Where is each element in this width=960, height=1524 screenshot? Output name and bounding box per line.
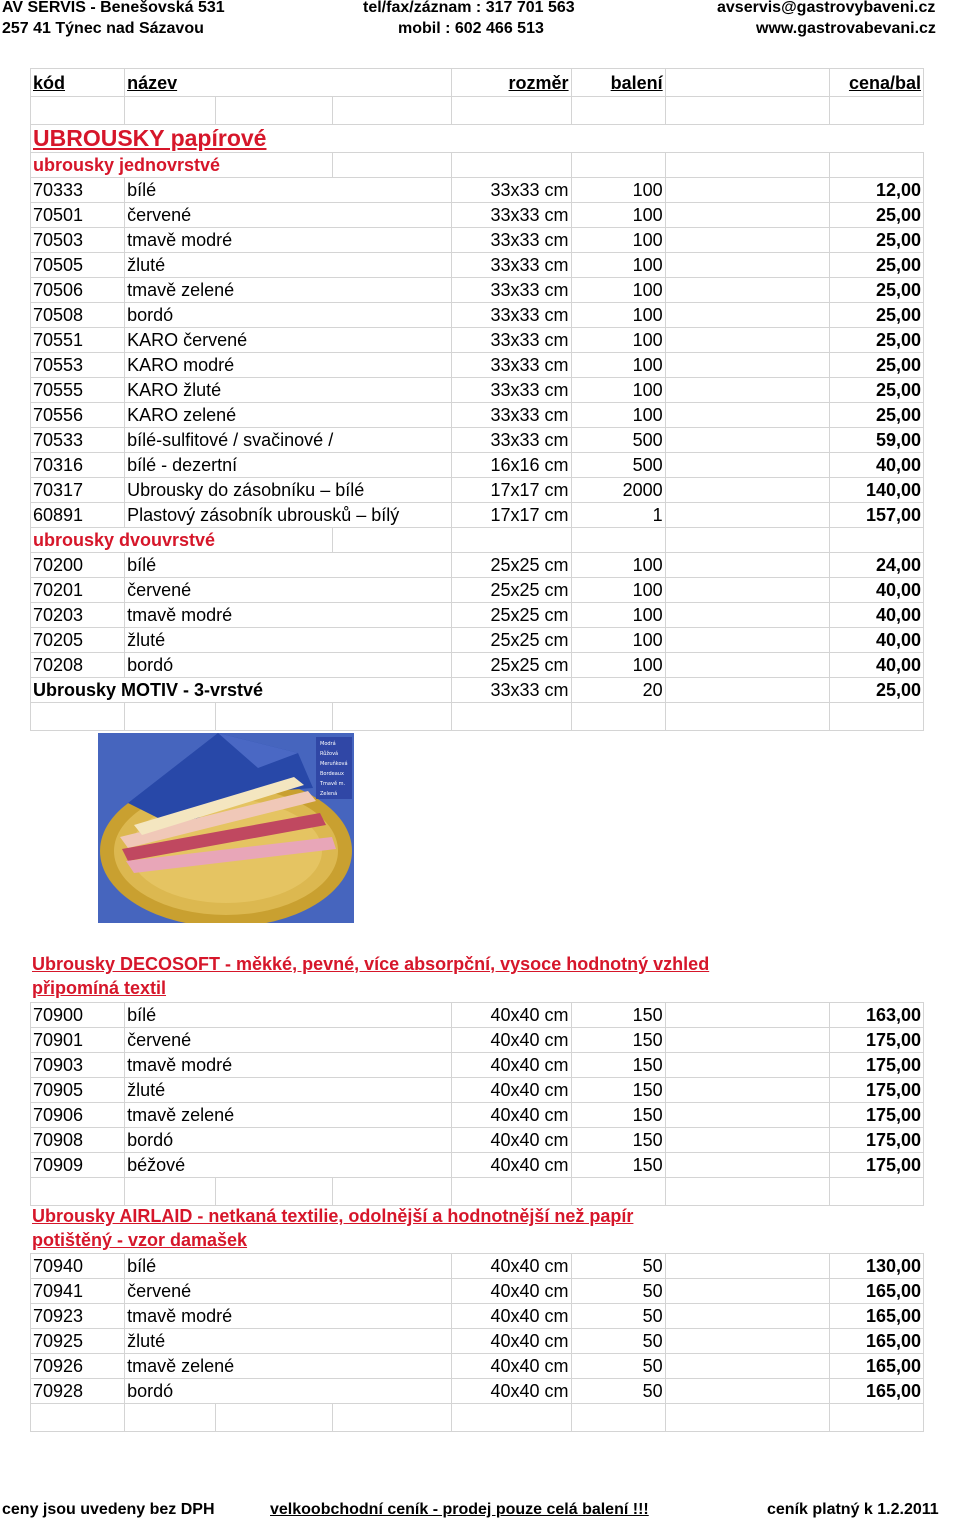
product-size: 33x33 cm xyxy=(452,328,571,353)
product-code: 70503 xyxy=(31,228,125,253)
product-price: 175,00 xyxy=(829,1103,923,1128)
product-price: 25,00 xyxy=(829,353,923,378)
product-size: 25x25 cm xyxy=(452,628,571,653)
product-price: 25,00 xyxy=(829,228,923,253)
product-name: tmavě zelené xyxy=(125,278,452,303)
product-size: 33x33 cm xyxy=(452,378,571,403)
product-size: 33x33 cm xyxy=(452,678,571,703)
product-size: 33x33 cm xyxy=(452,278,571,303)
column-header-row xyxy=(31,69,924,97)
product-code: 70333 xyxy=(31,178,125,203)
table-row xyxy=(31,353,924,378)
product-size: 33x33 cm xyxy=(452,428,571,453)
product-code: 70501 xyxy=(31,203,125,228)
product-pack: 50 xyxy=(571,1254,665,1279)
product-pack: 50 xyxy=(571,1279,665,1304)
product-pack: 100 xyxy=(571,303,665,328)
product-pack: 100 xyxy=(571,328,665,353)
product-price: 40,00 xyxy=(829,628,923,653)
product-pack: 150 xyxy=(571,1153,665,1178)
product-price: 175,00 xyxy=(829,1128,923,1153)
product-name: tmavě modré xyxy=(125,1053,452,1078)
product-pack: 50 xyxy=(571,1354,665,1379)
table-row xyxy=(31,1304,924,1329)
table-row xyxy=(31,1128,924,1153)
photo-legend-item: Meruňková xyxy=(320,761,348,767)
product-code: 70208 xyxy=(31,653,125,678)
product-price: 25,00 xyxy=(829,253,923,278)
decosoft-title-line1: Ubrousky DECOSOFT - měkké, pevné, více absorpční, vysoce hodnotný vzhled xyxy=(32,954,710,974)
product-price: 165,00 xyxy=(829,1354,923,1379)
product-size: 33x33 cm xyxy=(452,253,571,278)
product-name: KARO žluté xyxy=(125,378,452,403)
product-price: 25,00 xyxy=(829,203,923,228)
product-name: červené xyxy=(125,578,452,603)
decosoft-title-line2: připomíná textil xyxy=(32,978,167,998)
product-code: 70316 xyxy=(31,453,125,478)
product-size: 40x40 cm xyxy=(452,1028,571,1053)
table-row xyxy=(31,1078,924,1103)
table-row xyxy=(31,228,924,253)
product-code: 70201 xyxy=(31,578,125,603)
product-size: 25x25 cm xyxy=(452,578,571,603)
product-size: 40x40 cm xyxy=(452,1304,571,1329)
product-name: žluté xyxy=(125,1078,452,1103)
product-code: 70556 xyxy=(31,403,125,428)
table-row xyxy=(31,478,924,503)
product-price: 165,00 xyxy=(829,1379,923,1404)
table-row xyxy=(31,503,924,528)
product-name: bílé-sulfitové / svačinové / xyxy=(125,428,452,453)
subsection-single-ply: ubrousky jednovrstvé xyxy=(33,155,221,175)
col-size-header: rozměr xyxy=(452,69,571,97)
product-pack: 100 xyxy=(571,403,665,428)
price-table-top xyxy=(30,68,924,731)
product-price: 12,00 xyxy=(829,178,923,203)
product-pack: 100 xyxy=(571,603,665,628)
section-title-decosoft xyxy=(32,952,709,1000)
product-name: bordó xyxy=(125,1128,452,1153)
product-name: červené xyxy=(125,1279,452,1304)
section-title-row xyxy=(31,125,924,153)
table-row xyxy=(31,1153,924,1178)
product-size: 33x33 cm xyxy=(452,303,571,328)
product-name: žluté xyxy=(125,628,452,653)
table-row xyxy=(31,653,924,678)
product-price: 59,00 xyxy=(829,428,923,453)
table-row xyxy=(31,403,924,428)
product-price: 130,00 xyxy=(829,1254,923,1279)
product-size: 40x40 cm xyxy=(452,1354,571,1379)
table-row xyxy=(31,453,924,478)
product-price: 175,00 xyxy=(829,1153,923,1178)
product-size: 33x33 cm xyxy=(452,353,571,378)
product-size: 33x33 cm xyxy=(452,203,571,228)
product-pack: 500 xyxy=(571,428,665,453)
product-price: 25,00 xyxy=(829,303,923,328)
product-size: 25x25 cm xyxy=(452,603,571,628)
product-name: Ubrousky MOTIV - 3-vrstvé xyxy=(31,678,452,703)
product-pack: 100 xyxy=(571,653,665,678)
company-address: AV SERVIS - Benešovská 531 xyxy=(2,0,225,16)
product-name: bordó xyxy=(125,653,452,678)
table-row xyxy=(31,628,924,653)
table-row xyxy=(31,428,924,453)
product-size: 33x33 cm xyxy=(452,403,571,428)
product-code: 70928 xyxy=(31,1379,125,1404)
product-pack: 100 xyxy=(571,553,665,578)
table-row xyxy=(31,1053,924,1078)
table-row xyxy=(31,1103,924,1128)
table-row xyxy=(31,178,924,203)
airlaid-title-line2: potištěný - vzor damašek xyxy=(32,1230,248,1250)
product-pack: 100 xyxy=(571,578,665,603)
product-code: 70553 xyxy=(31,353,125,378)
product-size: 33x33 cm xyxy=(452,228,571,253)
product-name: KARO červené xyxy=(125,328,452,353)
table-row xyxy=(31,553,924,578)
product-size: 40x40 cm xyxy=(452,1153,571,1178)
product-name: tmavě zelené xyxy=(125,1103,452,1128)
product-name: tmavě modré xyxy=(125,603,452,628)
product-code: 70905 xyxy=(31,1078,125,1103)
product-pack: 50 xyxy=(571,1304,665,1329)
table-row xyxy=(31,1329,924,1354)
product-name: bordó xyxy=(125,303,452,328)
product-pack: 100 xyxy=(571,178,665,203)
subsection-row xyxy=(31,153,924,178)
product-pack: 150 xyxy=(571,1078,665,1103)
product-pack: 150 xyxy=(571,1103,665,1128)
table-row xyxy=(31,1254,924,1279)
product-pack: 500 xyxy=(571,453,665,478)
footer-wholesale-note: velkoobchodní ceník - prodej pouze celá balení !!! xyxy=(270,1501,649,1518)
product-pack: 100 xyxy=(571,278,665,303)
table-row xyxy=(31,303,924,328)
product-name: tmavě zelené xyxy=(125,1354,452,1379)
product-price: 40,00 xyxy=(829,453,923,478)
product-price: 165,00 xyxy=(829,1279,923,1304)
company-email[interactable]: avservis@gastrovybaveni.cz xyxy=(717,0,936,16)
product-name: bílé xyxy=(125,553,452,578)
product-price: 25,00 xyxy=(829,278,923,303)
table-row xyxy=(31,578,924,603)
product-pack: 1 xyxy=(571,503,665,528)
table-row xyxy=(31,1003,924,1028)
product-size: 16x16 cm xyxy=(452,453,571,478)
product-pack: 100 xyxy=(571,203,665,228)
product-price: 165,00 xyxy=(829,1329,923,1354)
product-price: 40,00 xyxy=(829,603,923,628)
price-table-decosoft xyxy=(30,1002,924,1206)
product-size: 40x40 cm xyxy=(452,1128,571,1153)
photo-legend-item: Zelená xyxy=(320,791,338,797)
table-row xyxy=(31,278,924,303)
product-price: 157,00 xyxy=(829,503,923,528)
col-pack-header: balení xyxy=(571,69,665,97)
product-size: 40x40 cm xyxy=(452,1329,571,1354)
product-price: 25,00 xyxy=(829,378,923,403)
product-pack: 2000 xyxy=(571,478,665,503)
table-row xyxy=(31,678,924,703)
table-row xyxy=(31,1354,924,1379)
product-pack: 150 xyxy=(571,1053,665,1078)
product-name: bílé xyxy=(125,1003,452,1028)
product-price: 175,00 xyxy=(829,1078,923,1103)
product-code: 70906 xyxy=(31,1103,125,1128)
product-price: 40,00 xyxy=(829,653,923,678)
product-name: Plastový zásobník ubrousků – bílý xyxy=(125,503,452,528)
product-price: 175,00 xyxy=(829,1028,923,1053)
product-price: 175,00 xyxy=(829,1053,923,1078)
product-code: 70926 xyxy=(31,1354,125,1379)
product-code: 70205 xyxy=(31,628,125,653)
company-phone: tel/fax/záznam : 317 701 563 xyxy=(363,0,575,16)
product-code: 70200 xyxy=(31,553,125,578)
section-title-airlaid xyxy=(32,1204,633,1252)
product-code: 70901 xyxy=(31,1028,125,1053)
product-code: 70508 xyxy=(31,303,125,328)
product-price: 140,00 xyxy=(829,478,923,503)
product-pack: 100 xyxy=(571,228,665,253)
product-size: 25x25 cm xyxy=(452,553,571,578)
col-price-header: cena/bal xyxy=(829,69,923,97)
price-table-airlaid xyxy=(30,1253,924,1432)
product-price: 25,00 xyxy=(829,403,923,428)
col-name-header: název xyxy=(125,69,452,97)
product-pack: 20 xyxy=(571,678,665,703)
product-name: bílé xyxy=(125,1254,452,1279)
product-code: 70203 xyxy=(31,603,125,628)
product-size: 40x40 cm xyxy=(452,1279,571,1304)
product-size: 40x40 cm xyxy=(452,1003,571,1028)
footer-validity: ceník platný k 1.2.2011 xyxy=(767,1501,939,1518)
product-pack: 50 xyxy=(571,1379,665,1404)
product-size: 40x40 cm xyxy=(452,1254,571,1279)
table-row xyxy=(31,203,924,228)
col-code-header: kód xyxy=(31,69,125,97)
table-row xyxy=(31,378,924,403)
photo-legend-item: Tmavě m. xyxy=(320,781,346,787)
product-pack: 100 xyxy=(571,253,665,278)
product-name: bílé - dezertní xyxy=(125,453,452,478)
product-name: bílé xyxy=(125,178,452,203)
product-code: 70941 xyxy=(31,1279,125,1304)
table-row xyxy=(31,1279,924,1304)
product-pack: 150 xyxy=(571,1003,665,1028)
product-code: 70505 xyxy=(31,253,125,278)
product-size: 40x40 cm xyxy=(452,1103,571,1128)
subsection-two-ply: ubrousky dvouvrstvé xyxy=(33,530,216,550)
table-row xyxy=(31,1379,924,1404)
product-name: KARO modré xyxy=(125,353,452,378)
product-pack: 100 xyxy=(571,628,665,653)
product-code: 70533 xyxy=(31,428,125,453)
product-code: 70551 xyxy=(31,328,125,353)
product-price: 40,00 xyxy=(829,578,923,603)
product-name: tmavě modré xyxy=(125,1304,452,1329)
product-code: 70506 xyxy=(31,278,125,303)
product-name: žluté xyxy=(125,253,452,278)
subsection-row xyxy=(31,528,924,553)
table-row xyxy=(31,253,924,278)
section-title-paper: UBROUSKY papírové xyxy=(33,124,267,151)
company-website[interactable]: www.gastrovabevani.cz xyxy=(756,20,936,37)
product-name: žluté xyxy=(125,1329,452,1354)
product-price: 165,00 xyxy=(829,1304,923,1329)
product-price: 24,00 xyxy=(829,553,923,578)
footer-vat-note: ceny jsou uvedeny bez DPH xyxy=(2,1501,215,1518)
product-name: Ubrousky do zásobníku – bílé xyxy=(125,478,452,503)
product-code: 70940 xyxy=(31,1254,125,1279)
product-photo xyxy=(98,733,354,923)
table-row xyxy=(31,603,924,628)
product-size: 17x17 cm xyxy=(452,478,571,503)
product-code: 70923 xyxy=(31,1304,125,1329)
table-row xyxy=(31,328,924,353)
product-code: 60891 xyxy=(31,503,125,528)
product-name: červené xyxy=(125,1028,452,1053)
product-code: 70317 xyxy=(31,478,125,503)
product-size: 25x25 cm xyxy=(452,653,571,678)
product-name: červené xyxy=(125,203,452,228)
photo-legend-item: Bordeaux xyxy=(320,771,344,777)
product-price: 163,00 xyxy=(829,1003,923,1028)
product-size: 33x33 cm xyxy=(452,178,571,203)
product-pack: 150 xyxy=(571,1128,665,1153)
airlaid-title-line1: Ubrousky AIRLAID - netkaná textilie, odolnější a hodnotnější než papír xyxy=(32,1206,634,1226)
product-code: 70925 xyxy=(31,1329,125,1354)
product-size: 17x17 cm xyxy=(452,503,571,528)
company-mobile: mobil : 602 466 513 xyxy=(398,20,544,37)
photo-legend-item: Růžová xyxy=(320,751,339,757)
photo-legend-item: Modrá xyxy=(320,741,336,747)
product-code: 70900 xyxy=(31,1003,125,1028)
product-code: 70909 xyxy=(31,1153,125,1178)
company-city: 257 41 Týnec nad Sázavou xyxy=(2,20,204,37)
product-name: KARO zelené xyxy=(125,403,452,428)
product-size: 40x40 cm xyxy=(452,1053,571,1078)
product-size: 40x40 cm xyxy=(452,1078,571,1103)
product-code: 70903 xyxy=(31,1053,125,1078)
product-price: 25,00 xyxy=(829,328,923,353)
product-pack: 100 xyxy=(571,378,665,403)
table-row xyxy=(31,1028,924,1053)
product-pack: 100 xyxy=(571,353,665,378)
product-name: tmavě modré xyxy=(125,228,452,253)
product-pack: 50 xyxy=(571,1329,665,1354)
product-size: 40x40 cm xyxy=(452,1379,571,1404)
product-name: bordó xyxy=(125,1379,452,1404)
product-code: 70908 xyxy=(31,1128,125,1153)
product-pack: 150 xyxy=(571,1028,665,1053)
product-name: béžové xyxy=(125,1153,452,1178)
product-code: 70555 xyxy=(31,378,125,403)
product-price: 25,00 xyxy=(829,678,923,703)
